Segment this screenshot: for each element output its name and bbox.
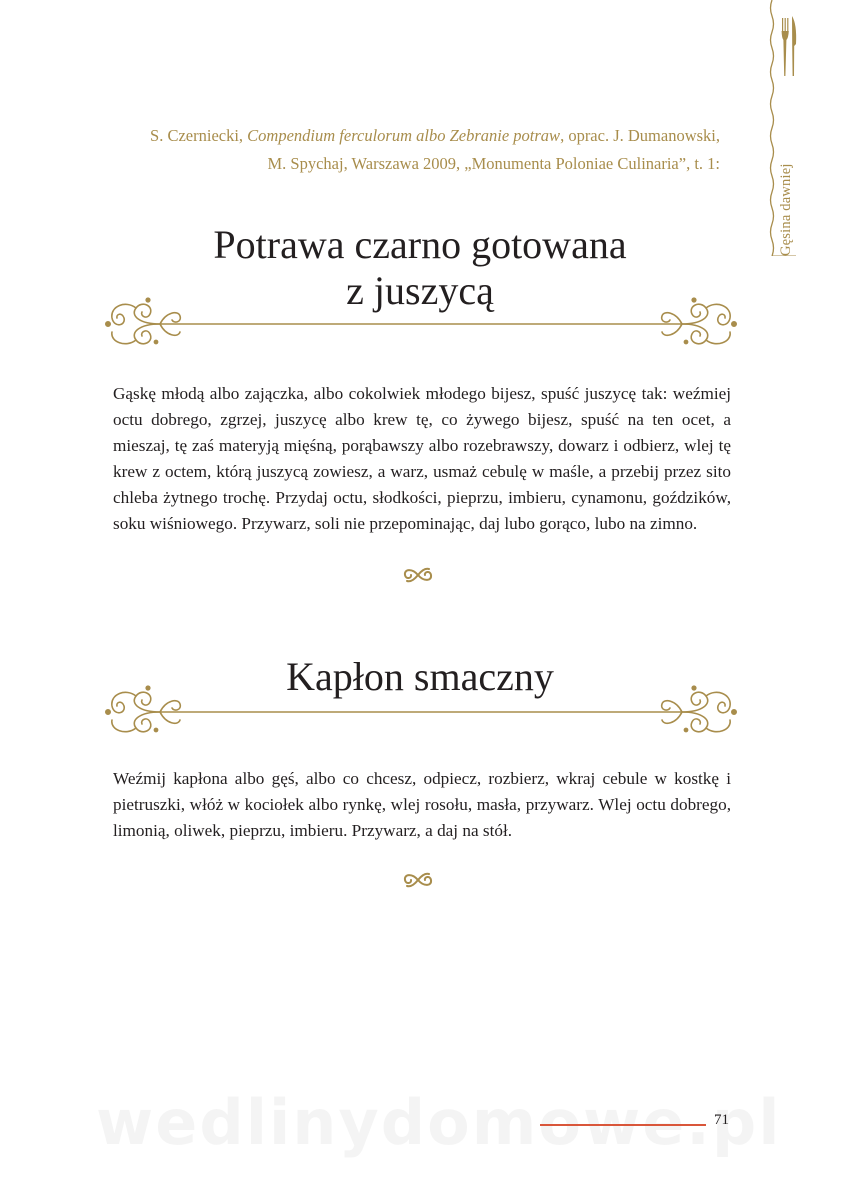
scroll-ornament-icon [100,296,742,356]
footer-rule [540,1124,706,1126]
fork-knife-icon [782,16,797,76]
recipe-title-line: Potrawa czarno gotowana [213,222,627,267]
flourish-icon [400,871,436,889]
source-citation [120,122,720,178]
source-work-title: Compendium ferculorum albo Zebranie potraw [247,126,561,145]
recipe-title-line: Kapłon smaczny [286,654,554,699]
page-number: 71 [714,1112,729,1128]
flourish-icon [400,566,436,584]
source-publication: M. Spychaj, Warszawa 2009, „Monumenta Poloniae Culinaria”, t. 1: [267,154,720,173]
recipe-text: Gąskę młodą albo zajączka, albo cokolwiek młodego bijesz, spuść juszycę tak: weźmiej octu dobrego, zgrzej, juszycę albo krew tę, co żywego bijesz, spuść na ten ocet, a mieszaj, tę zaś materyją mięśną, porąbawszy albo rozebrawszy, dowarz i odbierz, wlej tę krew z octem, którą juszycą zowiesz, a warz, usmaż cebulę w maśle, a przebij przez sito chleba żytnego trochę. Przydaj octu, słodkości, pieprzu, imbieru, cynamonu, goździków, soku wiśniowego. Przywarz, soli nie przepominając, daj lubo gorąco, lubo na zimno. [113,384,731,533]
scroll-ornament-icon [100,684,742,744]
watermark [96,1086,736,1166]
source-details: , oprac. J. Dumanowski, [560,126,720,145]
side-tab-label: Gęsina dawniej [778,163,794,256]
source-author: S. Czerniecki, [150,126,248,145]
recipe-title-line: z juszycą [346,268,494,313]
recipe-text: Weźmij kapłona albo gęś, albo co chcesz, odpiecz, rozbierz, wkraj cebule w kostkę i pietruszki, włóż w kociołek albo rynkę, wlej rosołu, masła, przywarz. Wlej octu dobrego, limonią, oliwek, pieprzu, imbieru. Przywarz, a daj na stół. [113,769,731,840]
